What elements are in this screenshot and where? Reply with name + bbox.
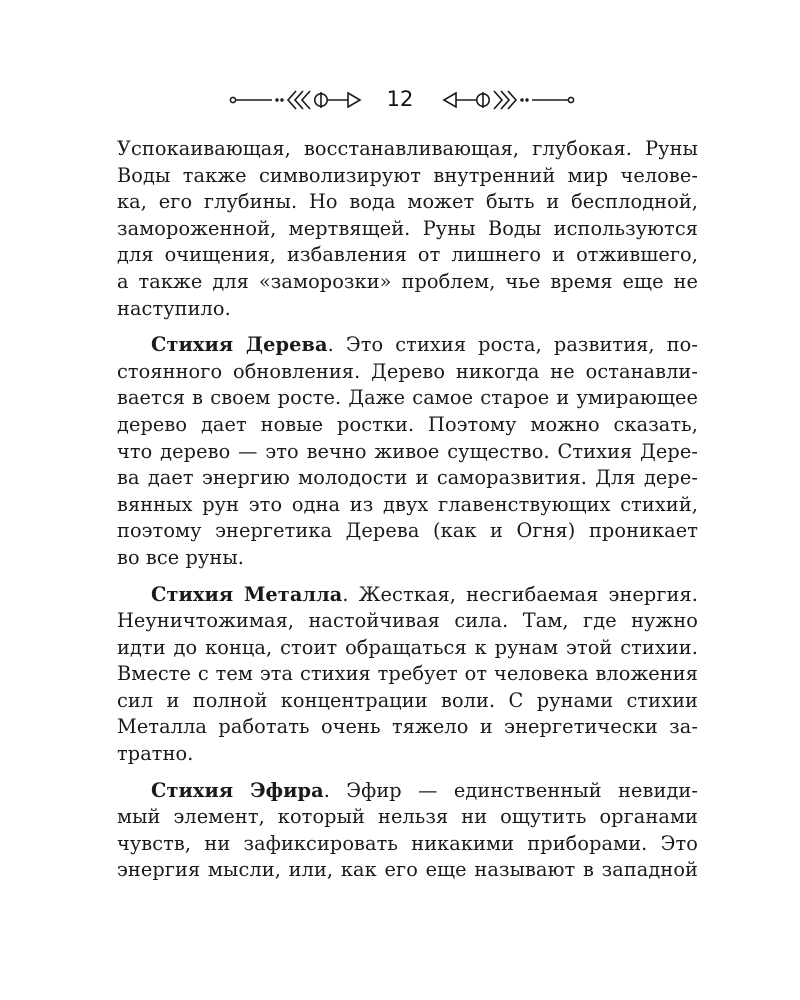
text-line: вянных рун это одна из двух главенствующих стихий, <box>117 492 698 516</box>
text-line: идти до конца, стоит обращаться к рунам этой стихии. <box>117 635 698 659</box>
section-heading: Стихия Металла <box>151 582 343 606</box>
paragraph-first-line <box>117 582 698 609</box>
text-line: а также для «заморозки» проблем, чье время еще не <box>117 269 698 293</box>
text-line: сил и полной концентрации воли. С рунами стихии <box>117 688 698 712</box>
section-heading: Стихия Дерева <box>151 333 328 357</box>
text-line: Металла работать очень тяжело и энергетически за- <box>117 715 698 739</box>
paragraph-first-line <box>117 778 698 805</box>
text-line: Успокаивающая, восстанавливающая, глубокая. Руны <box>117 137 698 160</box>
text-line: Вместе с тем эта стихия требует от человека вложения <box>117 662 698 686</box>
arrow-ornament-left-icon <box>418 80 578 120</box>
page-header <box>0 80 800 120</box>
text-line: наступило. <box>117 296 231 320</box>
text-line: поэтому энергетика Дерева (как и Огня) проникает <box>117 519 698 543</box>
text-line: во все руны. <box>117 545 244 569</box>
arrow-ornament-right-icon <box>226 80 386 120</box>
text-line: стоянного обновления. Дерево никогда не останавли- <box>117 359 698 383</box>
text-line: тратно. <box>117 742 194 766</box>
text-line: дерево дает новые ростки. Поэтому можно сказать, <box>117 412 698 436</box>
page-number: 12 <box>386 87 414 111</box>
text-line: энергия мысли, или, как его еще называют в западной <box>117 858 698 882</box>
text-run: . Это стихия роста, развития, по- <box>327 333 698 357</box>
text-line: ка, его глубины. Но вода может быть и бесплодной, <box>117 190 698 214</box>
text-line: мый элемент, который нельзя ни ощутить органами <box>117 805 698 829</box>
text-run: . Жесткая, несгибаемая энергия. <box>342 582 698 606</box>
text-line: Неуничтожимая, настойчивая сила. Там, где нужно <box>117 609 698 633</box>
paragraph-first-line <box>117 332 698 359</box>
text-line: чувств, ни зафиксировать никакими приборами. Это <box>117 831 698 855</box>
text-line: вается в своем росте. Даже самое старое и умирающее <box>117 386 698 410</box>
text-line: что дерево — это вечно живое существо. Стихия Дере- <box>117 439 698 463</box>
section-heading: Стихия Эфира <box>151 778 324 802</box>
text-line: для очищения, избавления от лишнего и отжившего, <box>117 243 698 267</box>
body-text <box>117 136 698 884</box>
text-line: Воды также символизируют внутренний мир челове- <box>117 163 698 187</box>
text-line: замороженной, мертвящей. Руны Воды используются <box>117 216 698 240</box>
text-run: . Эфир — единственный невиди- <box>323 778 698 802</box>
text-line: ва дает энергию молодости и саморазвития. Для дере- <box>117 466 698 490</box>
